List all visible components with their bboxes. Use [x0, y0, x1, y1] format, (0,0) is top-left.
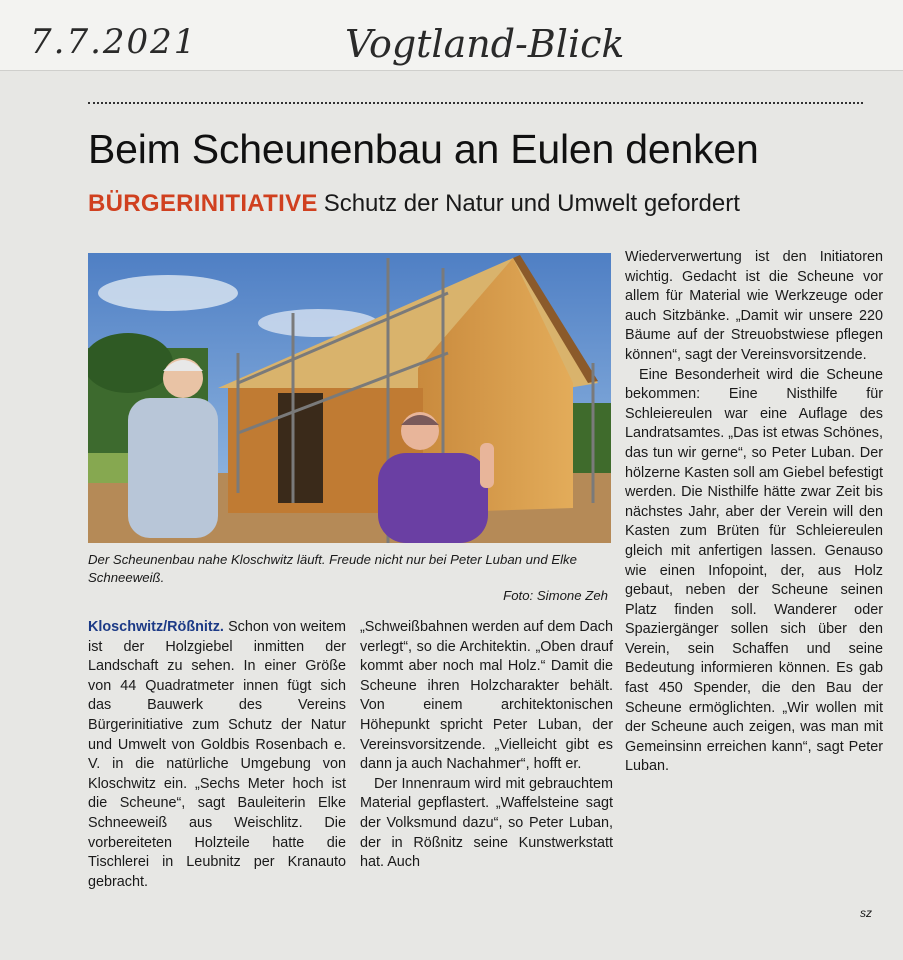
- barn-photo: [88, 253, 611, 543]
- caption-text: Der Scheunenbau nahe Kloschwitz läuft. Freude nicht nur bei Peter Luban und Elke Schneeweiß.: [88, 552, 577, 585]
- column-1: [88, 618, 346, 892]
- article-photo: [88, 253, 611, 543]
- paragraph: Eine Besonderheit wird die Scheune bekommen: Eine Nisthilfe für Schleiereulen war eine Auflage des Landratsamtes. „Das ist etwas Schönes, das tun wir gerne“, so Peter Luban. Der hölzerne Kasten soll am Giebel befestigt werden. Die Nisthilfe hätte zwar Zeit bis nächstes Jahr, aber der Verein will den Kasten zum Brüten für Schleiereulen gleich mit anfertigen lassen. Genauso wie einen Infopoint, der, aus Holz gebaut, neben der Scheune seinen Platz finden soll. Wanderer oder Spaziergänger sollen sich über den Verein, sein Schaffen und seine Bedeutung informieren können. Es gab fast 450 Spender, die den Bau der Scheune ermöglichten. „Wir wollen mit der Scheune auch zeigen, was man mit Gemeinsinn erreichen kann“, sagt Peter Luban.: [625, 366, 883, 775]
- paragraph: [88, 618, 346, 892]
- subheadline: Schutz der Natur und Umwelt gefordert: [323, 190, 740, 217]
- column-3: [625, 248, 883, 777]
- paragraph: Der Innenraum wird mit gebrauchtem Material gepflastert. „Waffelsteine sagt der Volksmund dazu“, so Peter Luban, der in Rößnitz seine Kunstwerkstatt hat. Auch: [360, 775, 613, 871]
- dotted-rule: [88, 102, 863, 104]
- kicker: BÜRGERINITIATIVE: [88, 190, 318, 217]
- photo-caption: [88, 551, 612, 605]
- headline: Beim Scheunenbau an Eulen denken: [88, 126, 759, 172]
- handwritten-date: 7.7.2021: [30, 22, 198, 62]
- paragraph: „Schweißbahnen werden auf dem Dach verlegt“, so die Architektin. „Oben drauf kommt aber noch mal Holz.“ Damit die Scheune ihren Holzcharakter behält. Von einem architektonischen Höhepunkt spricht Peter Luban, der Vereinsvorsitzende. „Vielleicht gibt es dann ja auch Nachahmer“, hofft er.: [360, 619, 613, 773]
- author-tag: sz: [860, 906, 872, 920]
- column-2: [360, 618, 613, 873]
- subheadline-row: [88, 190, 740, 218]
- paragraph-text: Schon von weitem ist der Holzgiebel inmitten der Landschaft zu sehen. In einer Größe von 44 Quadratmeter innen fügt sich das Bauwerk des Vereins Bürgerinitiative zum Schutz der Natur und Umwelt von Goldbis Rosenbach e. V. in die natürliche Umgebung von Kloschwitz ein. „Sechs Meter hoch ist die Scheune“, sagt Bauleiterin Elke Schneeweiß aus Weischlitz. Die vorbereiteten Holzteile hatte die Tischlerei in Leubnitz per Kranauto gebracht.: [88, 619, 346, 890]
- dateline: Kloschwitz/Rößnitz.: [88, 619, 224, 635]
- photo-credit: Foto: Simone Zeh: [503, 588, 608, 603]
- handwritten-source: Vogtland-Blick: [345, 22, 625, 66]
- paragraph: Wiederverwertung ist den Initiatoren wichtig. Gedacht ist die Scheune vor allem für Material wie Werkzeuge oder auch Sitzbänke. „Damit wir unsere 220 Bäume auf der Streuobstwiese pflegen können“, sagt der Vereinsvorsitzende.: [625, 249, 883, 363]
